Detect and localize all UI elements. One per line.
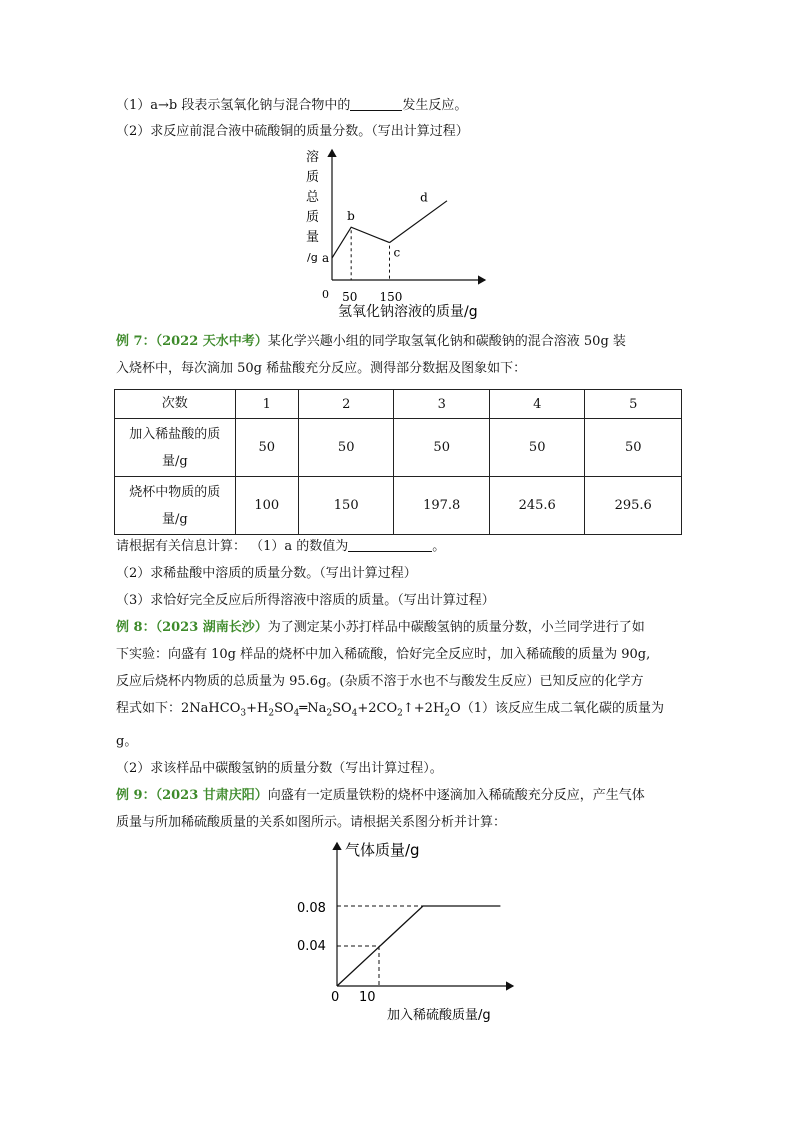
point-label-d: d — [420, 190, 428, 205]
y-axis-unit: /g — [307, 251, 318, 264]
q6-part1: （1）a→b 段表示氢氧化钠与混合物中的 发生反应。 — [116, 98, 468, 113]
data-line — [332, 227, 390, 258]
example-7-q3: （3）求恰好完全反应后所得溶液中溶质的质量。（写出计算过程） — [116, 593, 495, 608]
table-row-label: 加入稀盐酸的质 量/g — [115, 419, 236, 477]
point-label-a: a — [322, 251, 330, 265]
x-tick-label: 50 — [342, 290, 358, 304]
table-cell: 2 — [298, 390, 394, 419]
example-8-label: 例 8：（2023 湖南长沙） — [116, 620, 268, 635]
example-9-text: 例 9：（2023 甘肃庆阳）向盛有一定质量铁粉的烧杯中逐滴加入稀硫酸充分反应，产生气体 质量与所加稀硫酸质量的关系如图所示。请根据关系图分析并计算： — [116, 788, 645, 830]
example-7-q2: （2）求稀盐酸中溶质的质量分数。（写出计算过程） — [116, 566, 417, 581]
table-cell: 100 — [235, 477, 298, 535]
table-cell: 次数 — [115, 390, 236, 419]
table-cell: 50 — [394, 419, 490, 477]
y-tick-label: 0.04 — [297, 939, 326, 954]
data-table — [114, 389, 682, 535]
q6-part2: （2）求反应前混合液中硫酸铜的质量分数。（写出计算过程） — [116, 124, 469, 139]
table-header-row — [115, 390, 682, 419]
table-cell: 1 — [235, 390, 298, 419]
table-cell: 245.6 — [489, 477, 585, 535]
table-cell: 150 — [298, 477, 394, 535]
point-label-c: c — [393, 245, 401, 260]
x-axis-label: 加入稀硫酸质量/g — [387, 1008, 491, 1023]
table-cell: 50 — [298, 419, 394, 477]
origin-label: 0 — [322, 288, 329, 301]
y-axis-label-char: 溶 — [306, 150, 320, 165]
table-cell: 50 — [585, 419, 682, 477]
table-cell: 4 — [489, 390, 585, 419]
chemical-equation: $2NaHCO_3+H_2SO_4═Na_2SO_4+2CO_2↑+2H_2O$ — [181, 701, 461, 719]
point-label-b: b — [347, 209, 355, 224]
x-tick-label: 10 — [359, 990, 376, 1005]
gas-mass-chart — [295, 838, 525, 1023]
example-7-label: 例 7：（2022 天水中考） — [116, 334, 268, 349]
table-cell: 5 — [585, 390, 682, 419]
solute-mass-chart — [300, 145, 500, 325]
example-7-intro: 例 7：（2022 天水中考）某化学兴趣小组的同学取氢氧化钠和碳酸钠的混合溶液 50g 装 入烧杯中，每次滴加 50g 稀盐酸充分反应。测得部分数据及图象如下： — [116, 334, 626, 376]
answer-blank — [348, 537, 432, 552]
y-axis-label-char: 质 — [306, 210, 320, 225]
y-axis-label-char: 质 — [306, 170, 320, 185]
data-line-segment-cd — [390, 201, 448, 243]
example-8-q2: （2）求该样品中碳酸氢钠的质量分数（写出计算过程）。 — [116, 761, 443, 776]
table-cell: 50 — [235, 419, 298, 477]
y-axis-label — [306, 149, 320, 264]
table-cell: 295.6 — [585, 477, 682, 535]
example-9-label: 例 9：（2023 甘肃庆阳） — [116, 788, 268, 803]
x-tick-label: 150 — [379, 290, 403, 304]
table-cell: 3 — [394, 390, 490, 419]
table-cell: 50 — [489, 419, 585, 477]
table-row-label: 烧杯中物质的质 量/g — [115, 477, 236, 535]
table-row — [115, 477, 682, 535]
x-axis-label: 氢氧化钠溶液的质量/g — [338, 304, 478, 320]
example-8-text: 例 8：（2023 湖南长沙）为了测定某小苏打样品中碳酸氢钠的质量分数，小兰同学进行了如 下实验：向盛有 10g 样品的烧杯中加入稀硫酸，恰好完全反应时，加入稀硫酸的质量为 90g, 反应后烧杯内物质的总质量为 95.6g。(杂质不溶于水也不与酸发生反应）已知反应的化学方 程式如下：$2NaHCO_3+H_2SO_4═Na_2SO_4+2CO_2↑+2H_2O(1)$该反应生成二氧化碳的质量为 g。 — [116, 620, 664, 749]
table-cell: 197.8 — [394, 477, 490, 535]
table-row — [115, 419, 682, 477]
y-axis-label-char: 量 — [306, 230, 320, 245]
y-axis-label: 气体质量/g — [345, 841, 420, 859]
origin-label: 0 — [331, 990, 340, 1005]
y-axis-label-char: 总 — [306, 190, 320, 205]
answer-blank — [350, 96, 402, 111]
example-7-q1: 请根据有关信息计算： （1）a 的数值为 。 — [116, 539, 446, 554]
y-tick-label: 0.08 — [297, 901, 326, 916]
